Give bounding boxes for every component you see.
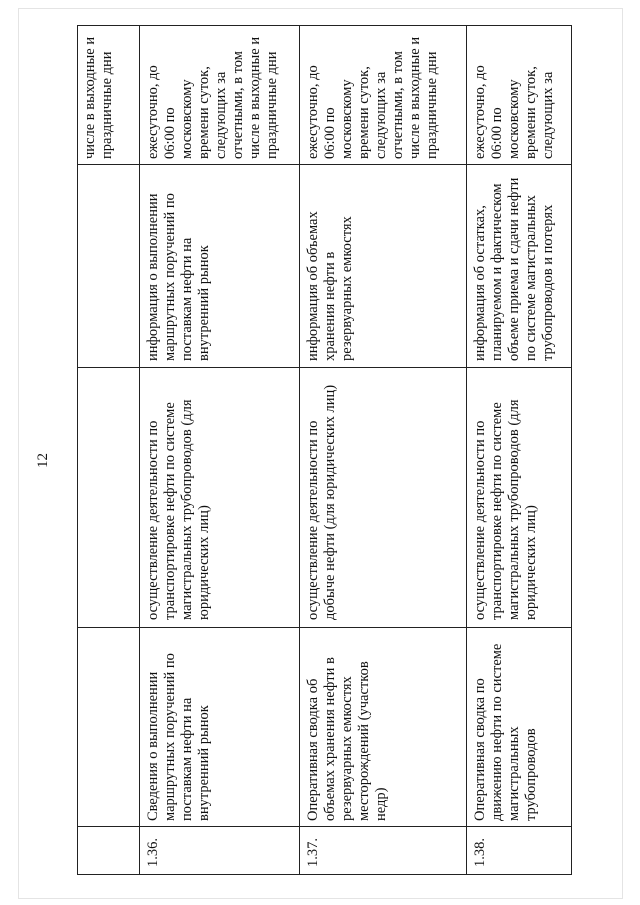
row-3-source: осуществление деятельности по транспортировке нефти по системе магистральных трубопроводов (для юридических лиц) [472,399,539,620]
row-1-info: информация о выполнении маршрутных поручений по поставкам нефти на внутренний рынок [145,193,212,361]
document-table [77,25,572,875]
col-divider-4 [77,164,572,165]
page-number: 12 [35,453,51,468]
row-divider-3 [466,25,467,875]
row-divider-2 [299,25,300,875]
row-2-info: информация об объемах хранения нефти в резервуарных емкостях [305,211,355,361]
row-1-title: Сведения о выполнении маршрутных поручений по поставкам нефти на внутренний рынок [145,653,212,821]
row-top-edge [77,25,78,875]
row-1-number: 1.36. [145,838,161,867]
row-3-info: информация об остатках, планируемом и фактическом объеме приема и сдачи нефти по системе магистральных трубопроводов и потерях [472,177,556,361]
row-1-period: ежесуточно, до 06:00 по московскому времени суток, следующих за отчетными, в том числе в выходные и праздничные дни [145,36,280,159]
col-divider-1 [77,826,572,827]
row-bottom-edge [571,25,572,875]
table-left-edge [77,874,572,875]
col-divider-3 [77,367,572,368]
col-divider-2 [77,627,572,628]
row-3-period: ежесуточно, до 06:00 по московскому времени суток, следующих за [472,65,556,159]
row-2-title: Оперативная сводка об объемах хранения нефти в резервуарных емкостях месторождений (участков недр) [305,657,389,821]
table-right-edge [77,25,572,26]
row-3-number: 1.38. [472,838,488,867]
row-1-source: осуществление деятельности по транспортировке нефти по системе магистральных трубопроводов (для юридических лиц) [145,399,212,620]
row-2-period: ежесуточно, до 06:00 по московскому времени суток, следующих за отчетными, в том числе в выходные и праздничные дни [305,36,440,159]
row-2-source: осуществление деятельности по добыче нефти (для юридических лиц) [305,384,338,620]
row-0-period: числе в выходные и праздничные дни [82,36,115,159]
row-3-title: Оперативная сводка по движению нефти по системе магистральных трубопроводов [472,643,539,821]
row-2-number: 1.37. [305,838,321,867]
row-divider-1 [139,25,140,875]
rotated-table-container [77,25,572,875]
